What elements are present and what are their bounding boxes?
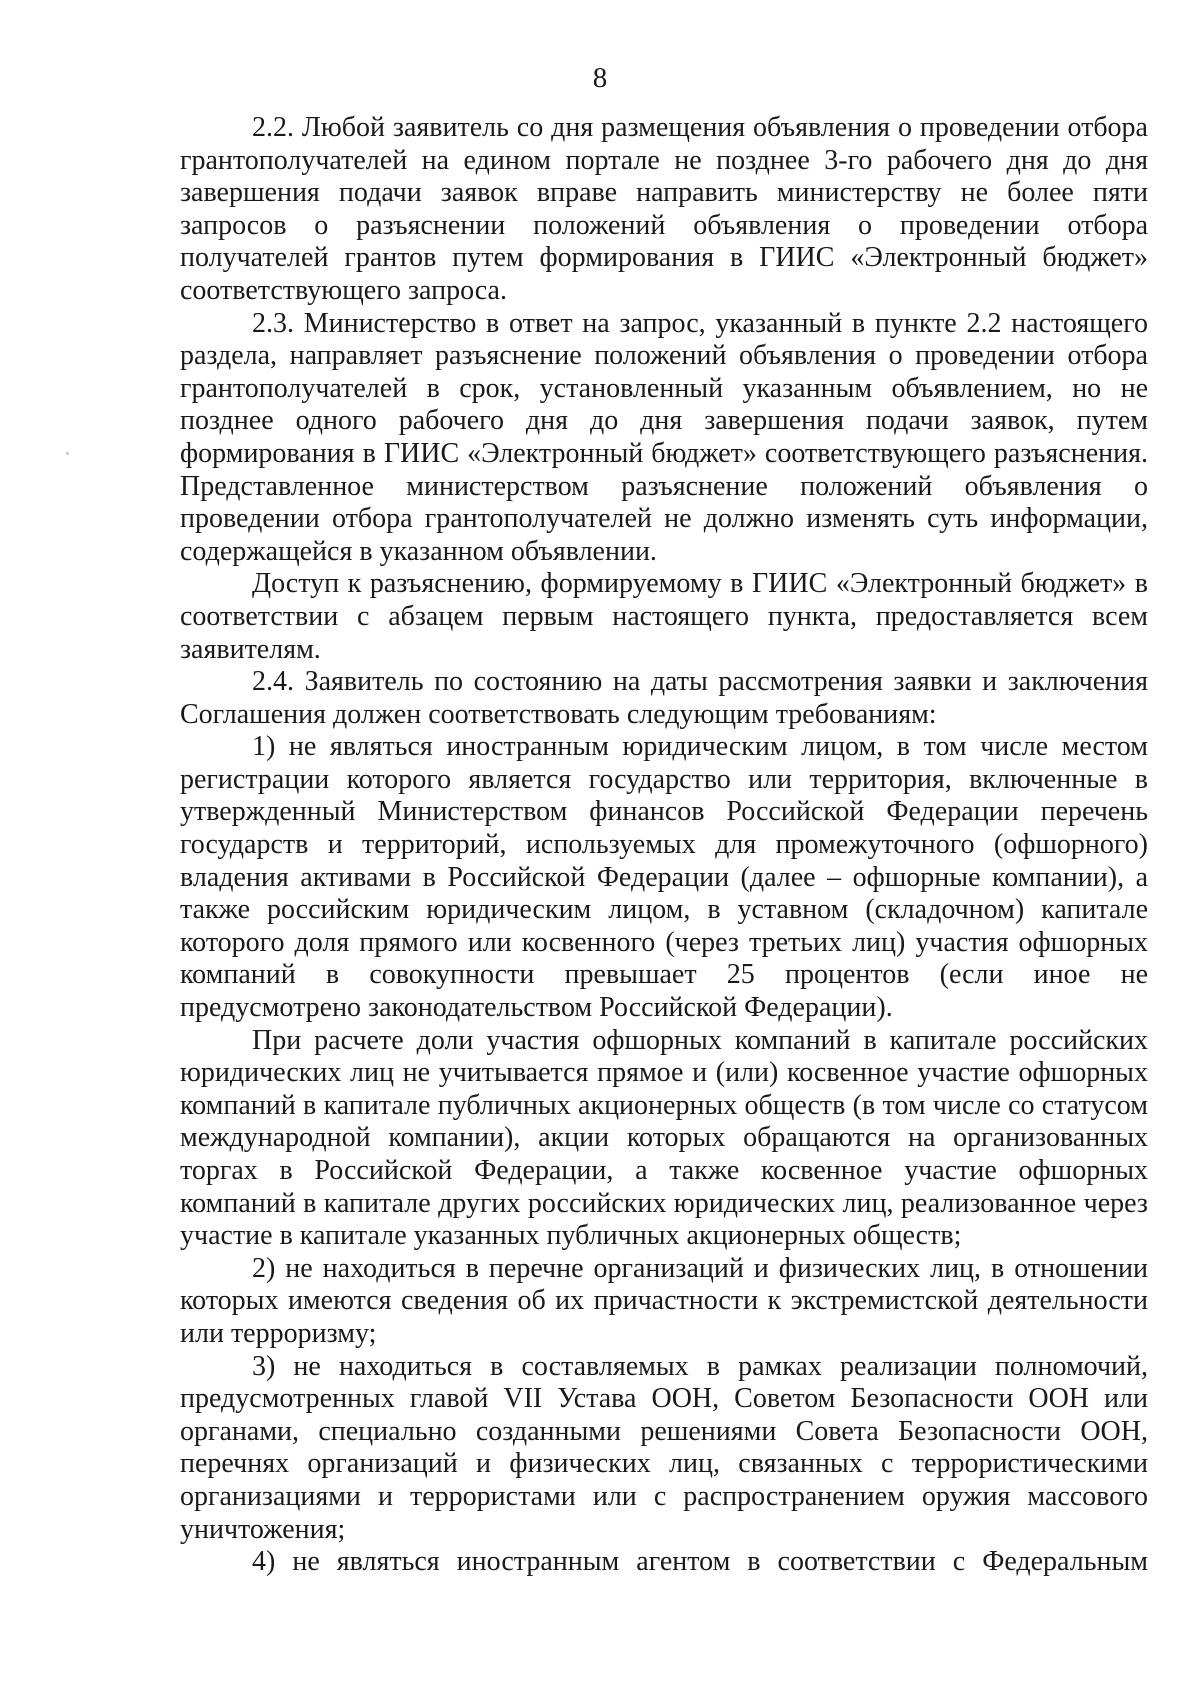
requirement-3: 3) не находиться в составляемых в рамках реализации полномочий, предусмотренных главой VII Устава ООН, Советом Безопасности ООН или органами, специально созданными решениями Совета Безопасности ООН, перечнях организаций и физических лиц, связанных с террористическими организациями и террористами или с распространением оружия массового уничтожения;	[180, 1350, 1148, 1545]
document-body	[180, 112, 1148, 1579]
requirement-2: 2) не находиться в перечне организаций и физических лиц, в отношении которых имеются сведения об их причастности к экстремистской деятельности или терроризму;	[180, 1252, 1148, 1349]
paragraph-access: Доступ к разъяснению, формируемому в ГИИС «Электронный бюджет» в соответствии с абзацем первым настоящего пункта, предоставляется всем заявителям.	[180, 568, 1148, 665]
page-number: 8	[592, 62, 608, 94]
paragraph-2-4: 2.4. Заявитель по состоянию на даты рассмотрения заявки и заключения Соглашения должен соответствовать следующим требованиям:	[180, 666, 1148, 730]
scan-speck	[66, 452, 69, 455]
requirement-4: 4) не являться иностранным агентом в соответствии с Федеральным	[252, 1546, 1148, 1578]
paragraph-offshore-share: При расчете доли участия офшорных компаний в капитале российских юридических лиц не учитывается прямое и (или) косвенное участие офшорных компаний в капитале публичных акционерных обществ (в том числе со статусом международной компании), акции которых обращаются на организованных торгах в Российской Федерации, а также косвенное участие офшорных компаний в капитале других российских юридических лиц, реализованное через участие в капитале указанных публичных акционерных обществ;	[180, 1024, 1148, 1252]
paragraph-2-2: 2.2. Любой заявитель со дня размещения объявления о проведении отбора грантополучателей на едином портале не позднее 3-го рабочего дня до дня завершения подачи заявок вправе направить министерству не более пяти запросов о разъяснении положений объявления о проведении отбора получателей грантов путем формирования в ГИИС «Электронный бюджет» соответствующего запроса.	[180, 112, 1148, 306]
requirement-1: 1) не являться иностранным юридическим лицом, в том числе местом регистрации которого является государство или территория, включенные в утвержденный Министерством финансов Российской Федерации перечень государств и территорий, используемых для промежуточного (офшорного) владения активами в Российской Федерации (далее – офшорные компании), а также российским юридическим лицом, в уставном (складочном) капитале которого доля прямого или косвенного (через третьих лиц) участия офшорных компаний в совокупности превышает 25 процентов (если иное не предусмотрено законодательством Российской Федерации).	[180, 731, 1148, 1024]
paragraph-2-3: 2.3. Министерство в ответ на запрос, указанный в пункте 2.2 настоящего раздела, направляет разъяснение положений объявления о проведении отбора грантополучателей в срок, установленный указанным объявлением, но не позднее одного рабочего дня до дня завершения подачи заявок, путем формирования в ГИИС «Электронный бюджет» соответствующего разъяснения. Представленное министерством разъяснение положений объявления о проведении отбора грантополучателей не должно изменять суть информации, содержащейся в указанном объявлении.	[180, 307, 1148, 567]
